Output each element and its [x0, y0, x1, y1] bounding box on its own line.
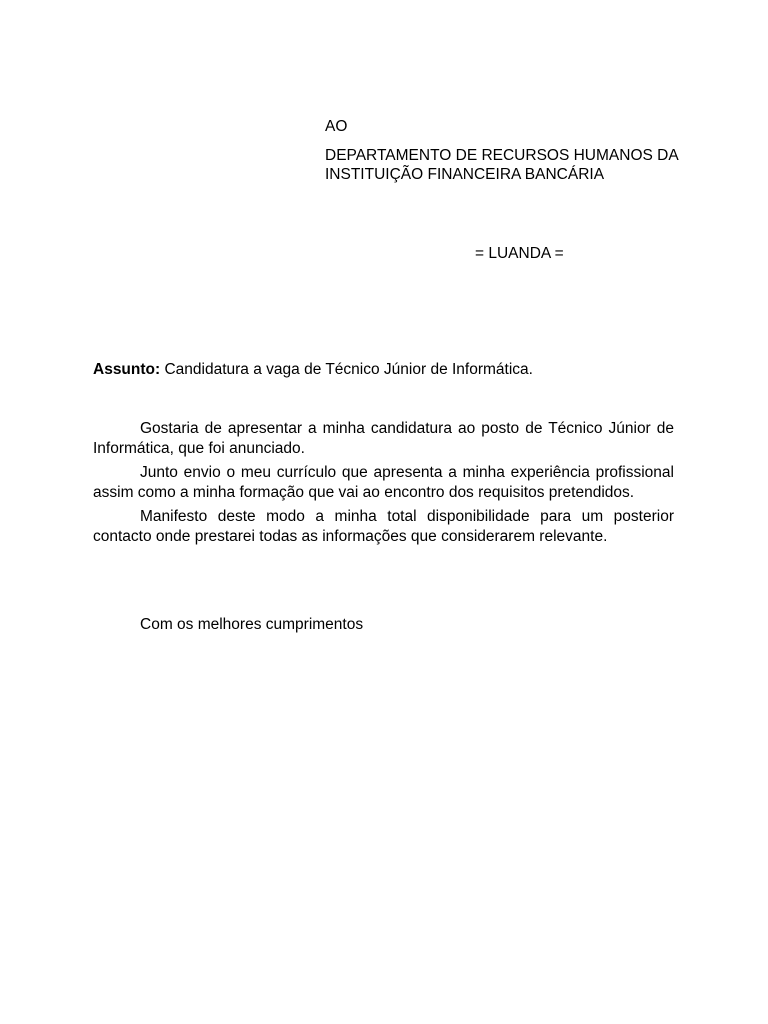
addressee-block [325, 117, 685, 185]
subject-text: Candidatura a vaga de Técnico Júnior de Informática. [160, 361, 533, 378]
addressee-department: DEPARTAMENTO DE RECURSOS HUMANOS DA INSTITUIÇÃO FINANCEIRA BANCÁRIA [325, 146, 678, 183]
city-line: = LUANDA = [475, 245, 564, 262]
subject-label: Assunto: [93, 361, 161, 378]
addressee-to: AO [325, 118, 348, 135]
subject-line [93, 360, 678, 380]
body-paragraph-1: Gostaria de apresentar a minha candidatura ao posto de Técnico Júnior de Informática, que foi anunciado. [93, 420, 674, 457]
body-paragraph-3: Manifesto deste modo a minha total disponibilidade para um posterior contacto onde prestarei todas as informações que considerarem relevante. [93, 508, 674, 545]
letter-body [93, 419, 674, 551]
body-paragraph-2: Junto envio o meu currículo que apresenta a minha experiência profissional assim como a minha formação que vai ao encontro dos requisitos pretendidos. [93, 464, 674, 501]
closing-line: Com os melhores cumprimentos [140, 616, 364, 633]
